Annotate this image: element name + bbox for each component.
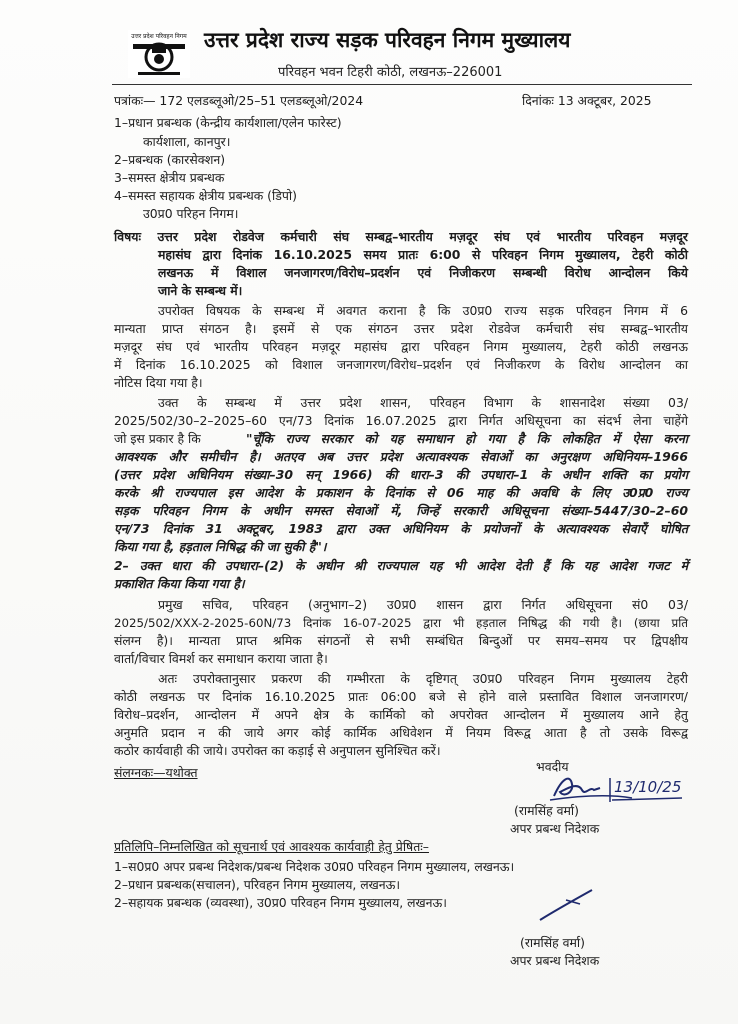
handwritten-signature-icon <box>548 768 688 806</box>
subject-line: लखनऊ में विशाल जनजागरण/विरोध–प्रदर्शन एवं निजीकरण सम्बन्धी विरोध आन्दोलन किये <box>158 265 688 280</box>
para-line: कोठी लखनऊ पर दिनांक 16.10.2025 प्रातः 06:00 बजे से होने वाले प्रस्तावित विशाल जनजागरण/ <box>114 689 688 704</box>
recipient-line: 4–समस्त सहायक क्षेत्रीय प्रबन्धक (डिपो) <box>114 188 297 203</box>
recipient-line: उ0प्र0 परिहन निगम। <box>143 206 239 221</box>
subject-line: महासंघ द्वारा दिनांक 16.10.2025 समय प्रातः 6:00 से परिवहन निगम मुख्यालय, टेहरी कोठी <box>158 247 688 262</box>
org-title: उत्तर प्रदेश राज्य सड़क परिवहन निगम मुख्यालय <box>204 28 571 52</box>
recipient-line: 1–प्रधान प्रबन्धक (केन्द्रीय कार्यशाला/एलेन फारेस्ट) <box>114 115 342 130</box>
recipient-line: 3–समस्त क्षेत्रीय प्रबन्धक <box>114 170 225 185</box>
copy-item: 2–सहायक प्रबन्धक (व्यवस्था), उ0प्र0 परिवहन निगम मुख्यालय, लखनऊ। <box>114 895 447 910</box>
para-line: 2025/502/30–2–2025–60 एन/73 दिनांक 16.07.2025 द्वारा निर्गत अधिसूचना का संदर्भ लेना चाहेंगे <box>114 413 688 428</box>
para-line: मज़दूर संघ एवं भारतीय परिवहन मज़दूर महासंघ द्वारा परिवहन निगम मुख्यालय, टेहरी कोठी लखनऊ <box>114 339 688 354</box>
para-line: 2025/502/XXX-2-2025-60N/73 दिनांक 16-07-2025 द्वारा भी हड़ताल निषिद्ध की गयी है। (छाया प्रति <box>114 616 688 630</box>
letter-date: दिनांकः 13 अक्टूबर, 2025 <box>522 93 652 108</box>
para-line: मान्यता प्राप्त संगठन है। इसमें से एक संगठन उत्तर प्रदेश रोडवेज कर्मचारी संघ सम्बद्व–भारतीय <box>114 321 688 336</box>
quote-line: आवश्यक और समीचीन है। अतएव अब उत्तर प्रदेश अत्यावश्यक सेवाओं का अनुरक्षण अधिनियम–1966 <box>114 449 688 464</box>
para-line: प्रमुख सचिव, परिवहन (अनुभाग–2) उ0प्र0 शासन द्वारा निर्गत अधिसूचना सं0 03/ <box>158 597 688 612</box>
quote-line: "चूँकि राज्य सरकार को यह समाधान हो गया है कि लोकहित में ऐसा करना <box>246 431 688 446</box>
quote-line: किया गया है, हड़ताल निषिद्ध की जा सुकी है"। <box>114 539 327 554</box>
quote-line: 2– उक्त धारा की उपधारा–(2) के अधीन श्री राज्यपाल यह भी आदेश देती हैं कि यह आदेश गजट में <box>114 558 688 573</box>
org-address: परिवहन भवन टिहरी कोठी, लखनऊ–226001 <box>278 65 503 80</box>
copy-heading: प्रतिलिपि–निम्नलिखित को सूचनार्थ एवं आवश्यक कार्यवाही हेतु प्रेषितः– <box>114 839 429 854</box>
para-line: उपरोक्त विषयक के सम्बन्ध में अवगत कराना है कि उ0प्र0 राज्य सड़क परिवहन निगम में 6 <box>158 303 688 318</box>
upsrtc-logo-icon <box>128 30 190 78</box>
enclosure-note: संलग्नकः—यथोक्त <box>114 765 198 780</box>
header-divider <box>112 84 692 85</box>
signatory-name: (रामसिंह वर्मा) <box>514 803 579 818</box>
para-line: नोटिस दिया गया है। <box>114 375 203 390</box>
signatory-designation: अपर प्रबन्ध निदेशक <box>510 821 600 836</box>
quote-line: सड़क परिवहन निगम के अधीन समस्त सेवाओं में, जिन्हें सरकारी अधिसूचना संख्या–5447/30–2–60 <box>114 503 688 518</box>
para-line: विरोध–प्रदर्शन, आन्दोलन में अपने क्षेत्र के कार्मिको को अपरोक्त आन्दोलन में मुख्यालय आने हेतु <box>114 707 688 722</box>
recipient-line: 2–प्रबन्धक (कारसेक्शन) <box>114 152 226 167</box>
para-line: में दिनांक 16.10.2025 को विशाल जनजागरण/विरोध–प्रदर्शन एवं निजीकरण के विरोध आन्दोलन का <box>114 357 688 372</box>
recipient-line: कार्यशाला, कानपुर। <box>143 134 231 149</box>
signatory-designation-2: अपर प्रबन्ध निदेशक <box>510 953 600 968</box>
letter-number: पत्रांकः— 172 एलडब्लूओ/25–51 एलडब्लूओ/2024 <box>114 93 364 108</box>
subject-line: जाने के सम्बन्ध में। <box>158 283 243 298</box>
quote-line: एन/73 दिनांक 31 अक्टूबर, 1983 द्वारा उक्त अधिनियम के प्रयोजनों के अत्यावश्यक सेवाएँ घोषित <box>114 521 688 536</box>
copy-item: 2–प्रधान प्रबन्धक(सचालन), परिवहन निगम मुख्यालय, लखनऊ। <box>114 877 401 892</box>
yours-faithfully: भवदीय <box>536 759 569 774</box>
subject-line: विषयः उत्तर प्रदेश रोडवेज कर्मचारी संघ सम्बद्व–भारतीय मज़दूर संघ एवं भारतीय परिवहन मज़दूर <box>114 229 688 244</box>
para-line: जो इस प्रकार है कि <box>114 431 201 446</box>
copy-item: 1–स0प्र0 अपर प्रबन्ध निदेशक/प्रबन्ध निदेशक उ0प्र0 परिवहन निगम मुख्यालय, लखनऊ। <box>114 859 515 874</box>
para-line: अनुमति प्रदान न की जाये अगर कोई कार्मिक अधिवेशन में नियम विरूद्व आता है तो उसके विरूद्व <box>114 725 688 740</box>
quote-line: करके श्री राज्यपाल इस आदेश के प्रकाशन के दिनांक से 06 माह की अवधि के लिए उ0प्र0 राज्य <box>114 485 688 500</box>
initials-signature-icon <box>536 886 606 926</box>
para-line: संलग्न है)। मान्यता प्राप्त श्रमिक संगठनों से सभी सम्बंधित बिन्दुओं पर समय–समय पर द्विपक्षीय <box>114 633 688 648</box>
quote-line: प्रकाशित किया किया गया है। <box>114 576 245 591</box>
logo-caption: उत्तर प्रदेश परिवहन निगम <box>131 33 187 40</box>
quote-line: (उत्तर प्रदेश अधिनियम संख्या–30 सन् 1966) की धारा–3 की उपधारा–1 के अधीन शक्ति का प्रयोग <box>114 467 688 482</box>
para-line: अतः उपरोक्तानुसार प्रकरण की गम्भीरता के दृष्टिगत् उ0प्र0 परिवहन निगम मुख्यालय टेहरी <box>158 671 688 686</box>
signatory-name-2: (रामसिंह वर्मा) <box>520 935 585 950</box>
signature-date: 13/10/25 <box>614 778 682 796</box>
para-line: वार्ता/विचार विमर्श कर समाधान कराया जाता है। <box>114 651 328 666</box>
para-line: कठोर कार्यवाही की जाये। उपरोक्त का कड़ाई से अनुपालन सुनिश्चित करें। <box>114 743 441 758</box>
para-line: उक्त के सम्बन्ध में उत्तर प्रदेश शासन, परिवहन विभाग के शासनादेश संख्या 03/ <box>158 395 688 410</box>
